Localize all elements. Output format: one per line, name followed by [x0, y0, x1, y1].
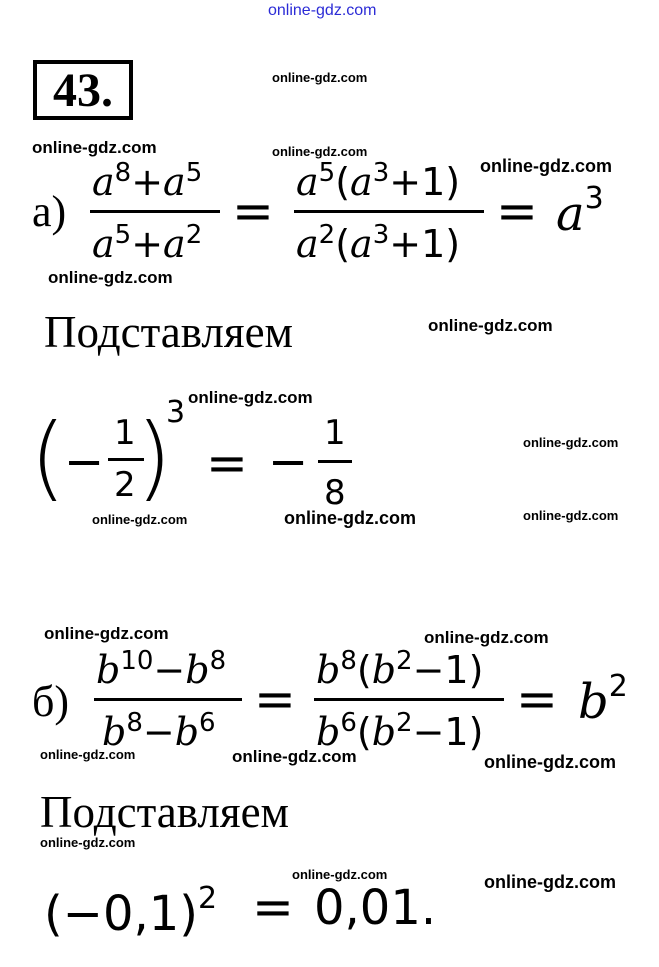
part-b-result: $b^2$ [578, 669, 628, 730]
part-a-label: а) [32, 187, 67, 236]
fraction-bar [314, 698, 504, 701]
equals-sign: = [254, 670, 296, 728]
watermark: online-gdz.com [484, 872, 616, 892]
equals-sign: = [516, 670, 558, 728]
part-b-denominator-2: $b^6(b^2-1)$ [316, 708, 484, 754]
watermark: online-gdz.com [480, 156, 612, 176]
substitute-text-b: Подставляем [40, 787, 290, 837]
substitute-text-a: Подставляем [44, 307, 294, 357]
part-a-numerator-2: $a^5(a^3+1)$ [296, 158, 461, 204]
watermark: online-gdz.com [424, 628, 549, 647]
calc-a-exponent: 3 [166, 395, 186, 430]
watermark: online-gdz.com [188, 388, 313, 407]
part-b-label: б) [32, 677, 70, 726]
watermark: online-gdz.com [284, 508, 416, 528]
fraction-bar [94, 698, 242, 701]
calc-a-denominator: 2 [114, 465, 136, 505]
watermark: online-gdz.com [272, 70, 368, 85]
part-b-numerator-2: $b^8(b^2-1)$ [316, 646, 484, 692]
equals-sign: = [496, 182, 538, 240]
equals-sign: = [206, 434, 248, 492]
minus-sign: − [268, 434, 309, 490]
watermark: online-gdz.com [40, 835, 136, 850]
result-a-denominator: 8 [324, 473, 346, 513]
part-a-numerator-1: $a^8+a^5$ [92, 158, 203, 204]
open-paren: ( [30, 404, 66, 511]
watermark: online-gdz.com [232, 747, 357, 766]
calc-a-numerator: 1 [114, 413, 136, 453]
result-a-numerator: 1 [324, 413, 346, 453]
fraction-bar [318, 460, 352, 463]
watermark: online-gdz.com [48, 268, 173, 287]
part-a-denominator-1: $a^5+a^2$ [92, 220, 203, 266]
problem-number: 43. [33, 60, 133, 120]
watermark: online-gdz.com [523, 435, 619, 450]
equals-sign: = [252, 878, 294, 936]
watermark: online-gdz.com [40, 747, 136, 762]
watermark: online-gdz.com [484, 752, 616, 772]
watermark-top: online-gdz.com [268, 2, 377, 19]
part-a-denominator-2: $a^2(a^3+1)$ [296, 220, 461, 266]
part-b-denominator-1: $b^8-b^6$ [102, 708, 216, 754]
watermark: online-gdz.com [32, 138, 157, 157]
calc-b-base: $(-0,1)^2$ [44, 881, 218, 942]
watermark: online-gdz.com [44, 624, 169, 643]
fraction-bar [294, 210, 484, 213]
equals-sign: = [232, 182, 274, 240]
close-paren: ) [136, 404, 172, 511]
part-a-result: $a^3$ [556, 181, 604, 242]
watermark: online-gdz.com [292, 867, 388, 882]
part-b-numerator-1: $b^{10}-b^8$ [96, 646, 227, 692]
fraction-bar [90, 210, 220, 213]
watermark: online-gdz.com [523, 508, 619, 523]
watermark: online-gdz.com [428, 316, 553, 335]
watermark: online-gdz.com [272, 144, 368, 159]
minus-sign: − [64, 434, 105, 490]
calc-b-result: 0,01. [314, 880, 437, 936]
watermark: online-gdz.com [92, 512, 188, 527]
